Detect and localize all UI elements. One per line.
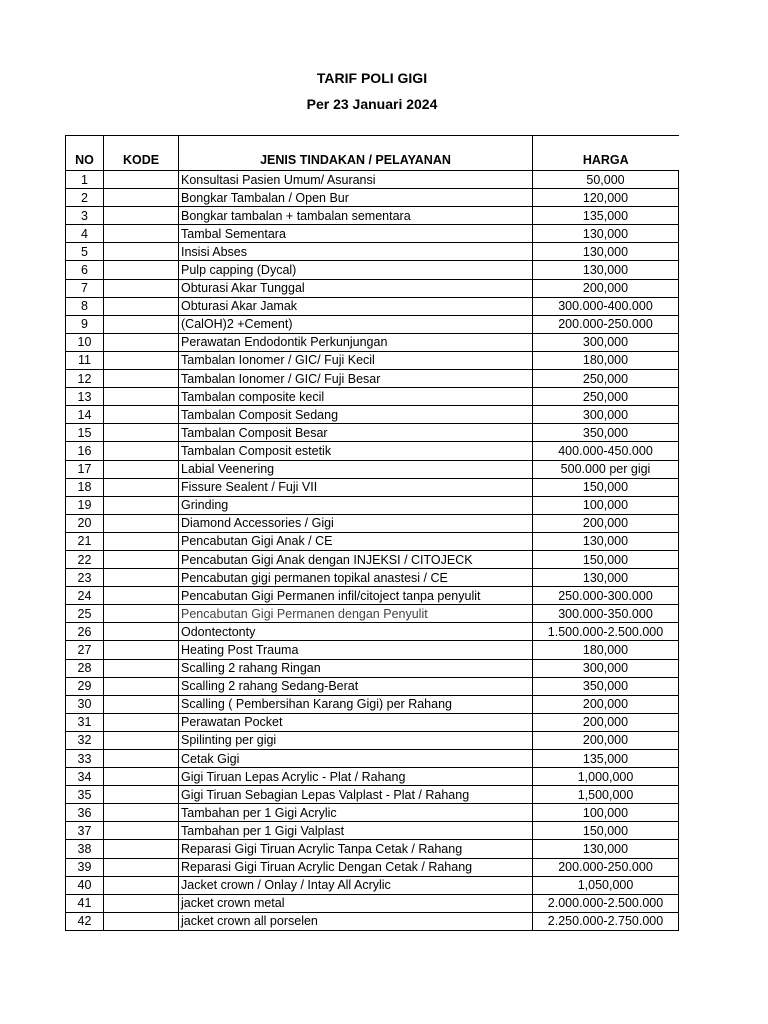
cell-no: 33 (66, 750, 104, 768)
cell-kode (104, 460, 179, 478)
cell-jenis-tindakan: Scalling 2 rahang Sedang-Berat (179, 677, 533, 695)
cell-harga: 350,000 (533, 424, 679, 442)
cell-no: 34 (66, 768, 104, 786)
cell-no: 24 (66, 587, 104, 605)
table-row (66, 569, 679, 587)
cell-kode (104, 315, 179, 333)
header-jenis-tindakan: JENIS TINDAKAN / PELAYANAN (179, 136, 533, 171)
cell-jenis-tindakan: Insisi Abses (179, 243, 533, 261)
cell-harga: 130,000 (533, 840, 679, 858)
cell-kode (104, 858, 179, 876)
cell-no: 19 (66, 496, 104, 514)
cell-harga: 200,000 (533, 279, 679, 297)
cell-harga: 400.000-450.000 (533, 442, 679, 460)
cell-no: 38 (66, 840, 104, 858)
cell-jenis-tindakan: Tambalan Ionomer / GIC/ Fuji Besar (179, 370, 533, 388)
table-row (66, 442, 679, 460)
cell-kode (104, 713, 179, 731)
cell-harga: 180,000 (533, 351, 679, 369)
cell-harga: 250.000-300.000 (533, 587, 679, 605)
cell-jenis-tindakan: Gigi Tiruan Sebagian Lepas Valplast - Plat / Rahang (179, 786, 533, 804)
cell-kode (104, 822, 179, 840)
cell-jenis-tindakan: Bongkar tambalan + tambalan sementara (179, 207, 533, 225)
cell-no: 40 (66, 876, 104, 894)
cell-no: 28 (66, 659, 104, 677)
table-row (66, 641, 679, 659)
cell-jenis-tindakan: Pencabutan Gigi Permanen infil/citoject tanpa penyulit (179, 587, 533, 605)
cell-jenis-tindakan: Perawatan Pocket (179, 713, 533, 731)
cell-no: 8 (66, 297, 104, 315)
table-row (66, 731, 679, 749)
cell-harga: 1,500,000 (533, 786, 679, 804)
table-row (66, 677, 679, 695)
table-row (66, 659, 679, 677)
cell-kode (104, 406, 179, 424)
table-row (66, 478, 679, 496)
cell-harga: 350,000 (533, 677, 679, 695)
cell-kode (104, 623, 179, 641)
table-row (66, 894, 679, 912)
table-row (66, 333, 679, 351)
table-row (66, 370, 679, 388)
cell-no: 37 (66, 822, 104, 840)
header-no: NO (66, 136, 104, 171)
cell-kode (104, 225, 179, 243)
cell-no: 32 (66, 731, 104, 749)
cell-jenis-tindakan: Heating Post Trauma (179, 641, 533, 659)
cell-jenis-tindakan: Obturasi Akar Tunggal (179, 279, 533, 297)
cell-jenis-tindakan: Jacket crown / Onlay / Intay All Acrylic (179, 876, 533, 894)
cell-harga: 300,000 (533, 333, 679, 351)
cell-kode (104, 677, 179, 695)
tarif-table (65, 135, 679, 931)
table-row (66, 388, 679, 406)
cell-harga: 135,000 (533, 750, 679, 768)
cell-no: 21 (66, 532, 104, 550)
cell-kode (104, 750, 179, 768)
cell-jenis-tindakan: (CalOH)2 +Cement) (179, 315, 533, 333)
cell-no: 26 (66, 623, 104, 641)
cell-no: 35 (66, 786, 104, 804)
table-header-row (66, 136, 679, 171)
cell-harga: 50,000 (533, 171, 679, 189)
cell-jenis-tindakan: Tambal Sementara (179, 225, 533, 243)
cell-jenis-tindakan: Fissure Sealent / Fuji VII (179, 478, 533, 496)
table-row (66, 189, 679, 207)
cell-no: 20 (66, 514, 104, 532)
cell-harga: 130,000 (533, 225, 679, 243)
cell-kode (104, 641, 179, 659)
cell-jenis-tindakan: Odontectonty (179, 623, 533, 641)
cell-kode (104, 695, 179, 713)
cell-no: 31 (66, 713, 104, 731)
cell-harga: 2.000.000-2.500.000 (533, 894, 679, 912)
cell-jenis-tindakan: Obturasi Akar Jamak (179, 297, 533, 315)
table-row (66, 297, 679, 315)
cell-harga: 200,000 (533, 713, 679, 731)
cell-jenis-tindakan: Tambalan Ionomer / GIC/ Fuji Kecil (179, 351, 533, 369)
cell-harga: 200.000-250.000 (533, 858, 679, 876)
cell-no: 1 (66, 171, 104, 189)
cell-no: 39 (66, 858, 104, 876)
cell-jenis-tindakan: Perawatan Endodontik Perkunjungan (179, 333, 533, 351)
cell-kode (104, 424, 179, 442)
cell-no: 23 (66, 569, 104, 587)
cell-harga: 300.000-400.000 (533, 297, 679, 315)
cell-jenis-tindakan: Pulp capping (Dycal) (179, 261, 533, 279)
cell-harga: 180,000 (533, 641, 679, 659)
cell-kode (104, 496, 179, 514)
cell-kode (104, 351, 179, 369)
cell-kode (104, 514, 179, 532)
table-body (66, 171, 679, 931)
table-row (66, 786, 679, 804)
cell-harga: 150,000 (533, 478, 679, 496)
cell-no: 14 (66, 406, 104, 424)
cell-jenis-tindakan: Pencabutan gigi permanen topikal anastesi / CE (179, 569, 533, 587)
table-row (66, 207, 679, 225)
cell-kode (104, 569, 179, 587)
cell-kode (104, 333, 179, 351)
cell-harga: 200.000-250.000 (533, 315, 679, 333)
table-row (66, 750, 679, 768)
cell-kode (104, 189, 179, 207)
header-kode: KODE (104, 136, 179, 171)
cell-harga: 250,000 (533, 370, 679, 388)
table-row (66, 623, 679, 641)
table-row (66, 532, 679, 550)
cell-no: 3 (66, 207, 104, 225)
cell-no: 30 (66, 695, 104, 713)
cell-harga: 200,000 (533, 514, 679, 532)
cell-harga: 200,000 (533, 731, 679, 749)
table-row (66, 768, 679, 786)
cell-kode (104, 876, 179, 894)
cell-jenis-tindakan: Tambahan per 1 Gigi Valplast (179, 822, 533, 840)
cell-kode (104, 550, 179, 568)
cell-harga: 1,000,000 (533, 768, 679, 786)
table-row (66, 460, 679, 478)
table-row (66, 804, 679, 822)
cell-kode (104, 840, 179, 858)
cell-harga: 300,000 (533, 406, 679, 424)
cell-kode (104, 605, 179, 623)
cell-no: 2 (66, 189, 104, 207)
cell-no: 27 (66, 641, 104, 659)
cell-jenis-tindakan: jacket crown metal (179, 894, 533, 912)
cell-jenis-tindakan: Diamond Accessories / Gigi (179, 514, 533, 532)
cell-no: 22 (66, 550, 104, 568)
cell-jenis-tindakan: Pencabutan Gigi Anak dengan INJEKSI / CITOJECK (179, 550, 533, 568)
cell-no: 5 (66, 243, 104, 261)
table-row (66, 243, 679, 261)
cell-harga: 130,000 (533, 243, 679, 261)
cell-kode (104, 659, 179, 677)
cell-jenis-tindakan: Grinding (179, 496, 533, 514)
cell-kode (104, 587, 179, 605)
cell-no: 18 (66, 478, 104, 496)
cell-kode (104, 478, 179, 496)
cell-jenis-tindakan: Labial Veenering (179, 460, 533, 478)
cell-jenis-tindakan: Reparasi Gigi Tiruan Acrylic Tanpa Cetak / Rahang (179, 840, 533, 858)
cell-jenis-tindakan: Tambalan Composit Sedang (179, 406, 533, 424)
table-row (66, 514, 679, 532)
cell-no: 17 (66, 460, 104, 478)
cell-jenis-tindakan: Reparasi Gigi Tiruan Acrylic Dengan Cetak / Rahang (179, 858, 533, 876)
table-row (66, 876, 679, 894)
cell-kode (104, 532, 179, 550)
table-row (66, 496, 679, 514)
cell-jenis-tindakan: Tambalan Composit estetik (179, 442, 533, 460)
cell-no: 10 (66, 333, 104, 351)
cell-harga: 130,000 (533, 261, 679, 279)
table-row (66, 713, 679, 731)
cell-harga: 300,000 (533, 659, 679, 677)
cell-no: 7 (66, 279, 104, 297)
cell-harga: 1,050,000 (533, 876, 679, 894)
cell-no: 41 (66, 894, 104, 912)
cell-no: 11 (66, 351, 104, 369)
cell-no: 36 (66, 804, 104, 822)
cell-no: 13 (66, 388, 104, 406)
cell-no: 12 (66, 370, 104, 388)
table-row (66, 351, 679, 369)
cell-harga: 130,000 (533, 532, 679, 550)
cell-no: 6 (66, 261, 104, 279)
cell-jenis-tindakan: Pencabutan Gigi Permanen dengan Penyulit (179, 605, 533, 623)
cell-jenis-tindakan: Tambalan Composit Besar (179, 424, 533, 442)
cell-harga: 500.000 per gigi (533, 460, 679, 478)
cell-harga: 150,000 (533, 550, 679, 568)
cell-kode (104, 768, 179, 786)
cell-harga: 300.000-350.000 (533, 605, 679, 623)
cell-jenis-tindakan: jacket crown all porselen (179, 912, 533, 930)
cell-harga: 2.250.000-2.750.000 (533, 912, 679, 930)
cell-no: 9 (66, 315, 104, 333)
table-row (66, 315, 679, 333)
table-row (66, 225, 679, 243)
document-title: TARIF POLI GIGI (316, 70, 428, 86)
cell-kode (104, 786, 179, 804)
cell-kode (104, 894, 179, 912)
table-row (66, 587, 679, 605)
cell-kode (104, 442, 179, 460)
cell-jenis-tindakan: Scalling 2 rahang Ringan (179, 659, 533, 677)
document-subtitle: Per 23 Januari 2024 (306, 96, 438, 112)
cell-harga: 200,000 (533, 695, 679, 713)
cell-harga: 1.500.000-2.500.000 (533, 623, 679, 641)
cell-no: 29 (66, 677, 104, 695)
cell-harga: 130,000 (533, 569, 679, 587)
table-row (66, 912, 679, 930)
table-row (66, 605, 679, 623)
cell-jenis-tindakan: Pencabutan Gigi Anak / CE (179, 532, 533, 550)
cell-kode (104, 243, 179, 261)
cell-kode (104, 207, 179, 225)
cell-no: 42 (66, 912, 104, 930)
cell-jenis-tindakan: Scalling ( Pembersihan Karang Gigi) per Rahang (179, 695, 533, 713)
cell-kode (104, 370, 179, 388)
cell-jenis-tindakan: Spilinting per gigi (179, 731, 533, 749)
cell-kode (104, 261, 179, 279)
header-harga: HARGA (533, 136, 679, 171)
cell-kode (104, 804, 179, 822)
cell-jenis-tindakan: Tambahan per 1 Gigi Acrylic (179, 804, 533, 822)
cell-kode (104, 912, 179, 930)
table-row (66, 858, 679, 876)
cell-jenis-tindakan: Bongkar Tambalan / Open Bur (179, 189, 533, 207)
cell-no: 25 (66, 605, 104, 623)
table-row (66, 695, 679, 713)
cell-kode (104, 279, 179, 297)
cell-no: 15 (66, 424, 104, 442)
table-row (66, 171, 679, 189)
cell-harga: 135,000 (533, 207, 679, 225)
cell-harga: 100,000 (533, 496, 679, 514)
table-row (66, 406, 679, 424)
cell-jenis-tindakan: Gigi Tiruan Lepas Acrylic - Plat / Rahang (179, 768, 533, 786)
cell-harga: 120,000 (533, 189, 679, 207)
table-row (66, 550, 679, 568)
table-row (66, 279, 679, 297)
cell-kode (104, 297, 179, 315)
cell-kode (104, 171, 179, 189)
cell-harga: 100,000 (533, 804, 679, 822)
cell-kode (104, 388, 179, 406)
table-row (66, 261, 679, 279)
cell-jenis-tindakan: Cetak Gigi (179, 750, 533, 768)
cell-no: 16 (66, 442, 104, 460)
table-row (66, 424, 679, 442)
cell-harga: 150,000 (533, 822, 679, 840)
cell-jenis-tindakan: Konsultasi Pasien Umum/ Asuransi (179, 171, 533, 189)
cell-harga: 250,000 (533, 388, 679, 406)
cell-jenis-tindakan: Tambalan composite kecil (179, 388, 533, 406)
cell-kode (104, 731, 179, 749)
table-row (66, 822, 679, 840)
table-row (66, 840, 679, 858)
cell-no: 4 (66, 225, 104, 243)
